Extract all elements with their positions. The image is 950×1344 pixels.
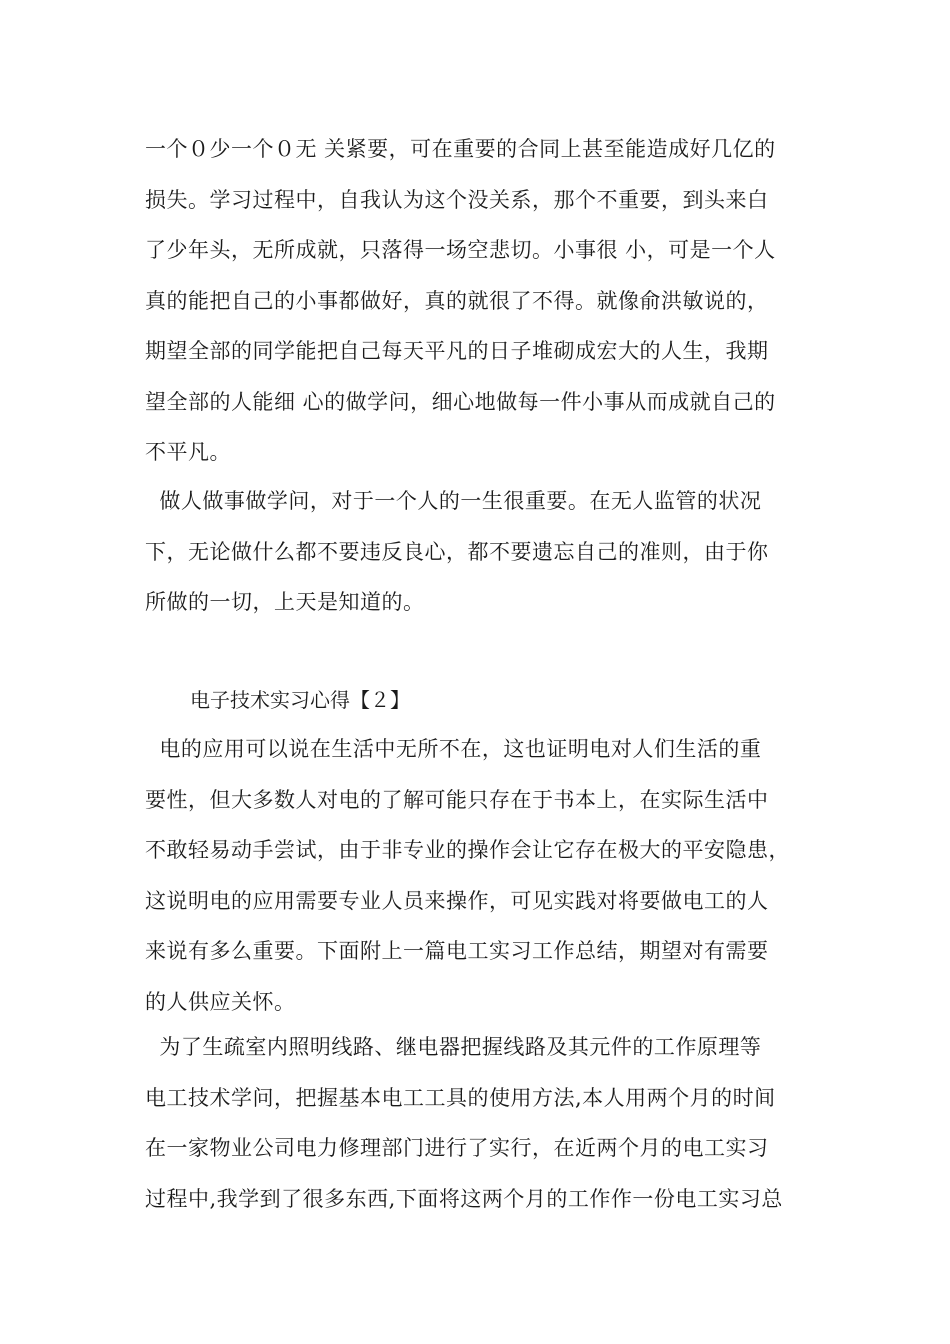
text-line: 望全部的人能细 心的做学问，细心地做每一件小事从而成就自己的 [145,389,776,414]
text-line: 这说明电的应用需要专业人员来操作，可见实践对将要做电工的人 [145,888,769,913]
section-heading: 电子技术实习心得【２】 [190,688,410,712]
text-line: 的人供应关怀。 [145,989,296,1014]
text-line: 所做的一切，上天是知道的。 [145,590,425,614]
text-line: 损失。学习过程中，自我认为这个没关系，那个不重要，到头来白 [145,187,769,212]
paragraph-4 [145,1022,825,1224]
paragraph-1 [145,124,825,478]
paragraph-3 [145,724,825,1027]
text-line: 为了生疏室内照明线路、继电器把握线路及其元件的工作原理等 [145,1035,762,1059]
text-line: 过程中,我学到了很多东西,下面将这两个月的工作作一份电工实习总 [145,1186,783,1211]
paragraph-2 [145,476,825,628]
text-line: 做人做事做学问，对于一个人的一生很重要。在无人监管的状况 [145,489,762,513]
text-line: 不敢轻易动手尝试，由于非专业的操作会让它存在极大的平安隐患， [145,838,790,862]
text-line: 下，无论做什么都不要违反良心，都不要遗忘自己的准则，由于你 [145,539,769,564]
text-line: 了少年头，无所成就，只落得一场空悲切。小事很 小，可是一个人 [145,238,776,262]
text-line: 真的能把自己的小事都做好，真的就很了不得。就像俞洪敏说的， [145,288,769,313]
text-line: 电工技术学问，把握基本电工工具的使用方法,本人用两个月的时间 [145,1085,776,1110]
text-line: 来说有多么重要。下面附上一篇电工实习工作总结，期望对有需要 [145,939,769,963]
text-line: 电的应用可以说在生活中无所不在，这也证明电对人们生活的重 [145,737,762,761]
text-line: 期望全部的同学能把自己每天平凡的日子堆砌成宏大的人生，我期 [145,339,769,363]
text-line: 在一家物业公司电力修理部门进行了实行，在近两个月的电工实习 [145,1136,769,1160]
text-line: 不平凡。 [145,440,231,464]
text-line: 一个０少一个０无 关紧要，可在重要的合同上甚至能造成好几亿的 [145,137,776,161]
text-line: 要性，但大多数人对电的了解可能只存在于书本上，在实际生活中 [145,787,769,812]
